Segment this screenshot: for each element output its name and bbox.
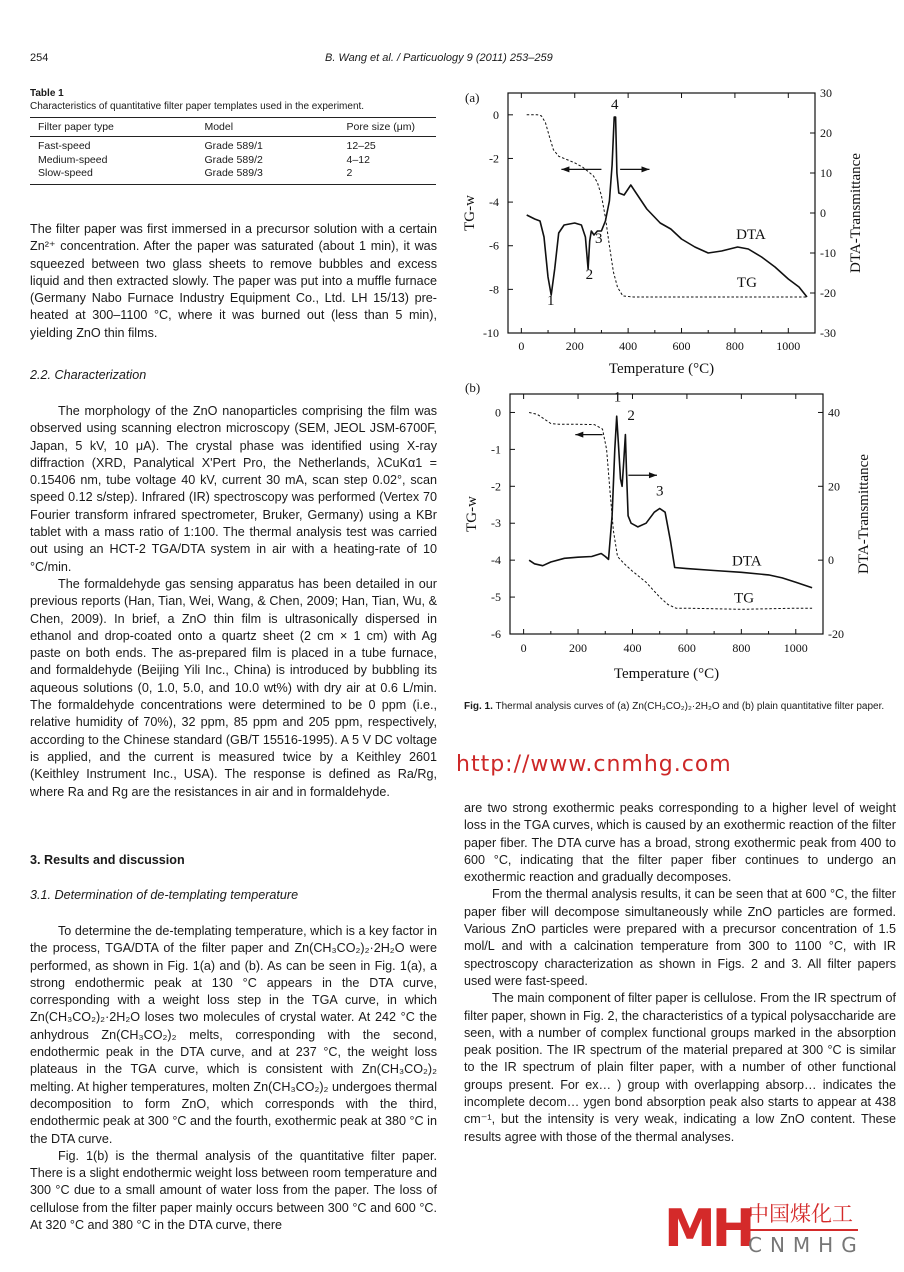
paragraph: To determine the de-templating temperature, which is a key factor in the process, TGA/DTA of the filter paper and Zn(CH₃CO₂)₂·2H₂O were performed, as shown in Fig. 1(a) and (b). As can be seen in Fig. 1(a), a strong endothermic peak at 130 °C appears in the DTA curve, corresponding with a weight loss step in the TGA curve, in which Zn(CH₃CO₂)₂·2H₂O loses two molecules of crystal water. At 242 °C the anhydrous Zn(CH₃CO₂)₂ melts, corresponding with the second, endothermic peak in the DTA curve, and at 237 °C, the weight loss plateaus in the TGA curve, which is consistent with Zn(CH₃CO₂)₂ melting. At higher temperatures, molten Zn(CH₃CO₂)₂ undergoes thermal decomposition to form ZnO, which corresponds with the third, endothermic peak at 300 °C and the fourth, exothermic peak at 380 °C in the DTA curve. (30, 924, 437, 1146)
column-header: Pore size (μm) (339, 118, 436, 137)
annotation-label: 3 (595, 231, 603, 247)
paragraph: The morphology of the ZnO nanoparticles comprising the film was observed using scanning electron microscopy (SEM, JEOL JSM-6700F, Japan, 5 kV, 10 μA). The crystal phase was identified using X-ray diffraction (XRD, Panalytical X'Pert Pro, the Netherlands, λCuKα1 = 0.15406 nm, tube voltage 40 kV, current 30 mA, scan step 0.02°, scan speed 0.12 s/step). Infrared (IR) spectroscopy was performed (Vertex 70 Fourier transform infrared spectrometer, Bruker, Germany) using a KBr tablet with a mass ratio of 1:100. The thermal analysis test was carried out using an HCT-2 TGA/DTA system in air with a heating-rate of 10 °C/min. (30, 404, 437, 574)
paragraph: The main component of filter paper is cellulose. From the IR spectrum of filter paper, shown in Fig. 2, the characteristics of a typical polysaccharide are seen, with a number of complex functional groups marked in the absorption peak position. The IR spectrum of the material prepared at 300 °C is similar to the IR spectrum of plain filter paper, with a number of other functional groups present. For ex… ) group with overlapping absorp… indicates the incomplete decom… ygen bond absorption peak also starts to appear at 438 cm⁻¹, but the intensity is very weak, indicating a low ZnO content. These results agree with those of the thermal analyses. (464, 991, 896, 1144)
y-left-tick-label: -2 (491, 479, 501, 494)
paragraph: From the thermal analysis results, it can be seen that at 600 °C, the filter paper fiber will decompose simultaneously while ZnO particles are formed. Various ZnO particles were prepared with a precursor concentration of 1.5 mol/L and with a calcination temperature from 300 to 1100 °C, with IR spectroscopy characterization as shown in Figs. 2 and 3. All filter papers used were fast-speed. (464, 887, 896, 988)
y-right-tick-label: 20 (828, 479, 840, 494)
left-column-block-1 (30, 221, 437, 342)
annotation-label: 1 (546, 293, 555, 309)
x-tick-label: 400 (619, 339, 638, 353)
y-right-tick-label: -30 (820, 326, 836, 340)
y-right-tick-label: 40 (828, 405, 840, 420)
table-cell: 2 (339, 167, 436, 184)
logo-divider (748, 1229, 858, 1231)
series-dta-line (527, 117, 807, 297)
annotation-label: DTA (736, 227, 766, 243)
y-left-tick-label: -6 (491, 627, 501, 641)
paragraph: The formaldehyde gas sensing apparatus has been detailed in our previous reports (Han, Tian, Wei, Wang, & Chen, 2009; Han, Tian, Wu, & Chen, 2009). In brief, a ZnO thin film is ultrasonically dispersed in ethanol and drop-coated onto a quartz sheet (2 cm × 1 cm) with Ag paste on both ends. The as-prepared film is placed in a tube furnace, and formaldehyde (Beijing Yili Inc., China) is introduced by bubbling its aqueous solutions (0, 1.0, 5.0, and 10.0 wt%) with dry air at 0.6 L/min. The formaldehyde concentrations were determined to be 0 ppm (i.e., relative humidity of 70%), 32 ppm, 85 ppm and 205 ppm, respectively, according to the Chinese standard (GB/T 15516-1995). A 5 V DC voltage is applied, and the current is measured twice by a Keithley 2601 (Keithley Instrument Inc., USA). The response is defined as Ra/Rg, where Ra and Rg are the resistances in air and in formaldehyde. (30, 576, 437, 799)
y-right-tick-label: 0 (828, 553, 834, 568)
section-heading-3-1: 3.1. Determination of de-templating temperature (30, 888, 299, 902)
x-tick-label: 600 (672, 339, 691, 353)
y-right-tick-label: -10 (820, 246, 836, 260)
logo-chinese: 中国煤化工 (748, 1202, 853, 1226)
y-left-axis-label: TG-w (464, 496, 480, 532)
y-right-tick-label: 20 (820, 126, 832, 140)
caption-text: Thermal analysis curves of (a) Zn(CH₃CO₂)₂·2H₂O and (b) plain quantitative filter paper. (495, 701, 885, 712)
y-left-tick-label: -5 (491, 590, 501, 605)
panel-label: (a) (465, 90, 480, 105)
y-left-tick-label: 0 (493, 107, 499, 122)
figure-1a-chart (455, 80, 904, 380)
page-number: 254 (30, 52, 49, 64)
x-tick-label: 1000 (776, 339, 801, 353)
left-column-block-3 (30, 923, 437, 1234)
table-cell: 12–25 (346, 140, 376, 152)
table-label: Table 1 (30, 88, 64, 99)
y-right-axis-label: DTA-Transmittance (848, 153, 864, 273)
column-header: Filter paper type (30, 118, 196, 137)
x-tick-label: 800 (725, 339, 744, 353)
plot-frame (510, 394, 823, 634)
y-left-tick-label: -3 (491, 516, 501, 531)
x-axis-label: Temperature (°C) (608, 361, 715, 377)
y-left-tick-label: -1 (491, 442, 501, 457)
x-tick-label: 600 (677, 641, 696, 655)
x-tick-label: 800 (732, 641, 751, 655)
column-header: Model (196, 118, 338, 137)
watermark-url: http://www.cnmhg.com (456, 752, 732, 777)
logo-letters: MH (664, 1199, 752, 1259)
table-cell: 4–12 (346, 153, 370, 166)
y-left-tick-label: -2 (489, 151, 499, 166)
table-row (30, 154, 436, 168)
y-left-tick-label: -6 (489, 238, 499, 253)
table-row (30, 137, 436, 154)
table-1-heading (30, 87, 364, 113)
figure-1b-chart (455, 380, 904, 692)
table-cell: Medium-speed (38, 153, 108, 166)
figure-1-caption (464, 700, 894, 714)
filter-paper-table (30, 117, 436, 185)
paragraph: are two strong exothermic peaks corresponding to a higher level of weight loss in the TGA curves, which is caused by an exothermic reaction of the filter paper fiber. The DTA curve has a broad, strong exothermic peak from 400 to 600 °C, indicating that the filter paper fiber continues to undergo an exothermic reaction and gradually decomposes. (464, 801, 896, 885)
y-right-tick-label: 30 (820, 86, 832, 100)
annotation-label: 2 (585, 267, 594, 283)
table-cell: Grade 589/2 (204, 153, 263, 166)
series-tg-line (529, 413, 812, 610)
annotation-label: TG (736, 275, 757, 292)
y-right-tick-label: -20 (820, 286, 836, 300)
arrow-left-icon (561, 166, 569, 172)
arrow-right-icon (641, 166, 649, 172)
section-heading-3: 3. Results and discussion (30, 853, 185, 867)
table-cell: Fast-speed (38, 140, 91, 152)
arrow-left-icon (575, 432, 583, 438)
x-axis-label: Temperature (°C) (613, 666, 720, 682)
annotation-label: 2 (627, 407, 635, 424)
table-cell: Grade 589/3 (196, 167, 338, 184)
paragraph: Fig. 1(b) is the thermal analysis of the quantitative filter paper. There is a slight endothermic weight loss between room temperature and 300 °C due to a small amount of water loss from the paper. The loss of cellulose from the filter paper mainly occurs between 300 °C and 600 °C. At 320 °C and 380 °C in the DTA curve, there (30, 1148, 437, 1233)
x-tick-label: 200 (565, 339, 584, 353)
annotation-label: DTA (731, 553, 762, 570)
series-tg-line (527, 115, 807, 297)
y-left-tick-label: -8 (489, 282, 499, 297)
y-right-tick-label: 10 (820, 166, 832, 180)
arrow-right-icon (649, 472, 657, 478)
y-left-axis-label: TG-w (462, 195, 478, 231)
x-tick-label: 400 (623, 641, 642, 655)
panel-label: (b) (465, 380, 481, 395)
paragraph: The filter paper was first immersed in a precursor solution with a certain Zn²⁺ concentration. After the paper was saturated (about 1 min), it was squeezed between two glass sheets to remove bubbles and excess liquid and then extracted slowly. The paper was put into a muffle furnace (Germany Nabo Furnace Industry Equipment Co., Ltd. LH 15/13) pre-heated at 300–1100 °C, where it was burned out (less than 5 min), yielding ZnO thin films. (30, 222, 437, 340)
y-left-tick-label: -4 (491, 553, 501, 568)
annotation-label: 3 (655, 483, 664, 500)
y-left-tick-label: 0 (495, 405, 501, 420)
x-tick-label: 0 (520, 641, 527, 655)
annotation-label: 1 (613, 389, 622, 406)
section-heading-2-2: 2.2. Characterization (30, 368, 147, 382)
table-row (30, 167, 436, 184)
y-right-tick-label: -20 (828, 627, 844, 641)
y-left-tick-label: -4 (489, 195, 499, 210)
series-dta-line (529, 416, 812, 588)
table-header-row (30, 118, 436, 137)
y-right-axis-label: DTA-Transmittance (856, 454, 872, 574)
y-left-tick-label: -10 (483, 326, 499, 340)
table-caption: Characteristics of quantitative filter paper templates used in the experiment. (30, 101, 365, 112)
x-tick-label: 1000 (783, 641, 808, 655)
left-column-block-2 (30, 403, 437, 801)
logo-latin: CNMHG (748, 1233, 865, 1257)
caption-label: Fig. 1. (464, 701, 493, 712)
table-cell: Slow-speed (30, 167, 196, 184)
table-cell: Grade 589/1 (204, 140, 263, 152)
annotation-label: TG (734, 590, 755, 607)
watermark-logo (664, 1200, 896, 1260)
right-column-block (464, 800, 896, 1146)
x-tick-label: 0 (518, 339, 525, 353)
y-right-tick-label: 0 (820, 206, 826, 220)
annotation-label: 4 (611, 97, 619, 113)
running-title: B. Wang et al. / Particuology 9 (2011) 253–259 (325, 52, 553, 64)
x-tick-label: 200 (569, 641, 588, 655)
